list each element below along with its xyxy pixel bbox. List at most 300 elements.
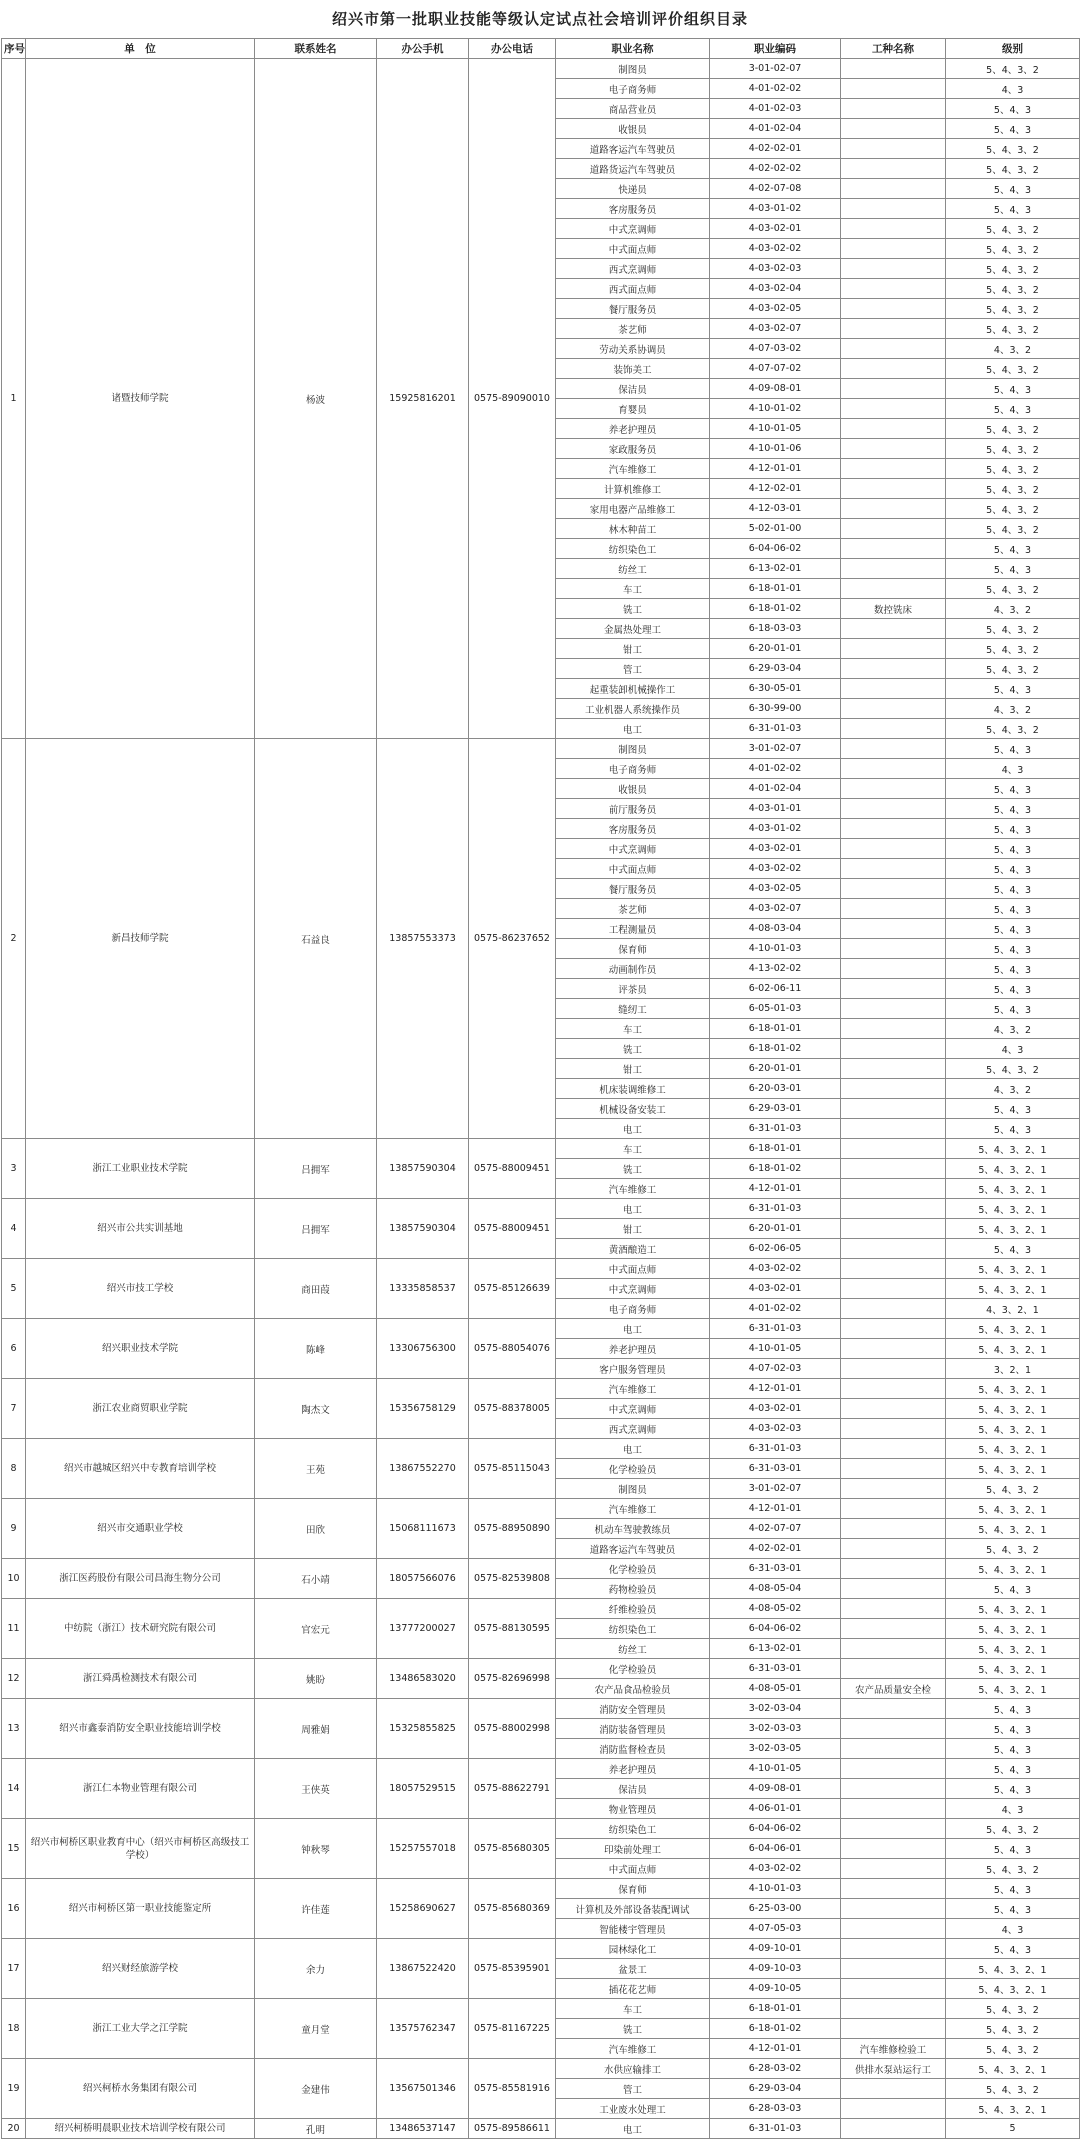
unit-name: 绍兴柯桥明晨职业技术培训学校有限公司 <box>26 2119 255 2139</box>
occupation-code: 6-30-99-00 <box>710 699 841 719</box>
occupation-name: 中式烹调师 <box>556 1279 710 1299</box>
work-type <box>841 1099 946 1119</box>
unit-name: 绍兴市鑫泰消防安全职业技能培训学校 <box>26 1699 255 1759</box>
level: 5、4、3、2、1 <box>946 1639 1080 1659</box>
level: 5、4、3、2 <box>946 359 1080 379</box>
level: 5、4、3、2 <box>946 219 1080 239</box>
level: 5、4、3 <box>946 1739 1080 1759</box>
work-type <box>841 779 946 799</box>
work-type: 供排水泵站运行工 <box>841 2059 946 2079</box>
unit-name: 绍兴柯桥水务集团有限公司 <box>26 2059 255 2119</box>
occupation-name: 智能楼宇管理员 <box>556 1919 710 1939</box>
occupation-code: 4-03-02-07 <box>710 319 841 339</box>
occupation-code: 4-07-02-03 <box>710 1359 841 1379</box>
occupation-code: 4-03-02-01 <box>710 1279 841 1299</box>
unit-number: 5 <box>2 1259 26 1319</box>
work-type <box>841 99 946 119</box>
unit-name: 浙江工业职业技术学院 <box>26 1139 255 1199</box>
unit-number: 18 <box>2 1999 26 2059</box>
occupation-code: 4-03-01-02 <box>710 199 841 219</box>
level: 5、4、3、2 <box>946 2079 1080 2099</box>
work-type <box>841 1839 946 1859</box>
contact-name: 杨波 <box>255 59 377 739</box>
level: 5、4、3 <box>946 859 1080 879</box>
level: 5、4、3 <box>946 1719 1080 1739</box>
mobile-phone: 13486537147 <box>377 2119 469 2139</box>
unit-number: 4 <box>2 1199 26 1259</box>
occupation-name: 汽车维修工 <box>556 1379 710 1399</box>
level: 5、4、3、2、1 <box>946 1259 1080 1279</box>
occupation-code: 4-10-01-06 <box>710 439 841 459</box>
level: 5、4、3、2 <box>946 519 1080 539</box>
unit-number: 16 <box>2 1879 26 1939</box>
work-type <box>841 1039 946 1059</box>
header-occupation: 职业名称 <box>556 39 710 59</box>
work-type <box>841 479 946 499</box>
occupation-code: 4-10-01-05 <box>710 419 841 439</box>
occupation-code: 6-04-06-01 <box>710 1839 841 1859</box>
office-phone: 0575-86237652 <box>469 739 556 1139</box>
work-type <box>841 439 946 459</box>
work-type <box>841 1379 946 1399</box>
work-type <box>841 259 946 279</box>
occupation-name: 林木种苗工 <box>556 519 710 539</box>
occupation-code: 4-01-02-02 <box>710 1299 841 1319</box>
work-type <box>841 859 946 879</box>
occupation-name: 养老护理员 <box>556 1339 710 1359</box>
unit-number: 17 <box>2 1939 26 1999</box>
level: 5、4、3 <box>946 1779 1080 1799</box>
contact-name: 孔明 <box>255 2119 377 2139</box>
work-type <box>841 199 946 219</box>
level: 5、4、3、2、1 <box>946 2099 1080 2119</box>
work-type <box>841 1439 946 1459</box>
work-type <box>841 299 946 319</box>
work-type <box>841 79 946 99</box>
table-row <box>2 1319 1080 1339</box>
occupation-code: 6-20-01-01 <box>710 1219 841 1239</box>
table-row <box>2 1819 1080 1839</box>
contact-name: 王苑 <box>255 1439 377 1499</box>
work-type <box>841 1399 946 1419</box>
occupation-name: 物业管理员 <box>556 1799 710 1819</box>
level: 5、4、3、2、1 <box>946 1419 1080 1439</box>
level: 5、4、3、2 <box>946 639 1080 659</box>
work-type <box>841 279 946 299</box>
work-type <box>841 1719 946 1739</box>
level: 5、4、3、2、1 <box>946 1679 1080 1699</box>
contact-name: 童月堂 <box>255 1999 377 2059</box>
occupation-name: 机床装调维修工 <box>556 1079 710 1099</box>
office-phone: 0575-88130595 <box>469 1599 556 1659</box>
occupation-name: 工程测量员 <box>556 919 710 939</box>
work-type <box>841 839 946 859</box>
work-type <box>841 1219 946 1239</box>
work-type <box>841 319 946 339</box>
mobile-phone: 13567501346 <box>377 2059 469 2119</box>
level: 4、3、2 <box>946 599 1080 619</box>
occupation-name: 工业机器人系统操作员 <box>556 699 710 719</box>
work-type <box>841 1019 946 1039</box>
occupation-code: 6-13-02-01 <box>710 559 841 579</box>
occupation-code: 6-18-03-03 <box>710 619 841 639</box>
occupation-code: 4-12-03-01 <box>710 499 841 519</box>
level: 5、4、3 <box>946 119 1080 139</box>
level: 5、4、3、2 <box>946 619 1080 639</box>
work-type <box>841 1279 946 1299</box>
work-type <box>841 899 946 919</box>
level: 5、4、3、2、1 <box>946 1619 1080 1639</box>
table-row <box>2 739 1080 759</box>
work-type <box>841 139 946 159</box>
occupation-name: 商品营业员 <box>556 99 710 119</box>
occupation-name: 养老护理员 <box>556 419 710 439</box>
contact-name: 官宏元 <box>255 1599 377 1659</box>
occupation-name: 西式烹调师 <box>556 259 710 279</box>
level: 5、4、3、2 <box>946 239 1080 259</box>
level: 5、4、3、2、1 <box>946 1319 1080 1339</box>
occupation-name: 车工 <box>556 1019 710 1039</box>
unit-number: 11 <box>2 1599 26 1659</box>
header-no: 序号 <box>2 39 26 59</box>
occupation-name: 道路客运汽车驾驶员 <box>556 1539 710 1559</box>
unit-number: 3 <box>2 1139 26 1199</box>
level: 5、4、3、2、1 <box>946 1399 1080 1419</box>
occupation-code: 4-03-02-03 <box>710 259 841 279</box>
header-worktype: 工种名称 <box>841 39 946 59</box>
table-row <box>2 1139 1080 1159</box>
occupation-name: 家用电器产品维修工 <box>556 499 710 519</box>
occupation-name: 车工 <box>556 1139 710 1159</box>
work-type <box>841 579 946 599</box>
unit-number: 8 <box>2 1439 26 1499</box>
occupation-code: 3-02-03-05 <box>710 1739 841 1759</box>
work-type <box>841 919 946 939</box>
unit-number: 20 <box>2 2119 26 2139</box>
mobile-phone: 15068111673 <box>377 1499 469 1559</box>
work-type <box>841 759 946 779</box>
level: 5、4、3、2、1 <box>946 1139 1080 1159</box>
occupation-name: 保育师 <box>556 1879 710 1899</box>
table-row <box>2 59 1080 79</box>
occupation-name: 园林绿化工 <box>556 1939 710 1959</box>
occupation-code: 3-01-02-07 <box>710 739 841 759</box>
work-type <box>841 1499 946 1519</box>
level: 4、3 <box>946 1799 1080 1819</box>
mobile-phone: 13867522420 <box>377 1939 469 1999</box>
office-phone: 0575-88622791 <box>469 1759 556 1819</box>
occupation-code: 6-18-01-01 <box>710 579 841 599</box>
contact-name: 陶杰文 <box>255 1379 377 1439</box>
occupation-code: 4-02-02-01 <box>710 139 841 159</box>
occupation-name: 制图员 <box>556 739 710 759</box>
level: 5、4、3、2、1 <box>946 1559 1080 1579</box>
level: 5、4、3、2、1 <box>946 1159 1080 1179</box>
work-type <box>841 1599 946 1619</box>
level: 5、4、3 <box>946 1699 1080 1719</box>
occupation-name: 计算机维修工 <box>556 479 710 499</box>
occupation-code: 6-30-05-01 <box>710 679 841 699</box>
contact-name: 石小靖 <box>255 1559 377 1599</box>
mobile-phone: 18057529515 <box>377 1759 469 1819</box>
occupation-code: 3-01-02-07 <box>710 59 841 79</box>
contact-name: 金建伟 <box>255 2059 377 2119</box>
level: 5、4、3 <box>946 1879 1080 1899</box>
level: 5、4、3、2 <box>946 459 1080 479</box>
occupation-name: 纺织染色工 <box>556 1819 710 1839</box>
header-level: 级别 <box>946 39 1080 59</box>
work-type <box>841 459 946 479</box>
mobile-phone: 15257557018 <box>377 1819 469 1879</box>
level: 5、4、3 <box>946 739 1080 759</box>
occupation-code: 6-18-01-02 <box>710 599 841 619</box>
unit-name: 绍兴市技工学校 <box>26 1259 255 1319</box>
occupation-code: 4-03-02-07 <box>710 899 841 919</box>
occupation-name: 机动车驾驶教练员 <box>556 1519 710 1539</box>
level: 5、4、3、2、1 <box>946 1339 1080 1359</box>
occupation-name: 制图员 <box>556 1479 710 1499</box>
occupation-code: 4-02-07-08 <box>710 179 841 199</box>
level: 5、4、3、2 <box>946 299 1080 319</box>
work-type <box>841 619 946 639</box>
occupation-code: 4-01-02-03 <box>710 99 841 119</box>
level: 5、4、3 <box>946 539 1080 559</box>
level: 5 <box>946 2119 1080 2139</box>
level: 5、4、3、2 <box>946 579 1080 599</box>
level: 5、4、3、2 <box>946 139 1080 159</box>
unit-number: 14 <box>2 1759 26 1819</box>
office-phone: 0575-85680369 <box>469 1879 556 1939</box>
occupation-code: 6-18-01-01 <box>710 1999 841 2019</box>
contact-name: 周雅娟 <box>255 1699 377 1759</box>
occupation-name: 电工 <box>556 1119 710 1139</box>
mobile-phone: 18057566076 <box>377 1559 469 1599</box>
occupation-code: 6-02-06-11 <box>710 979 841 999</box>
level: 5、4、3 <box>946 379 1080 399</box>
level: 5、4、3 <box>946 979 1080 999</box>
work-type <box>841 399 946 419</box>
level: 5、4、3、2、1 <box>946 1659 1080 1679</box>
unit-number: 7 <box>2 1379 26 1439</box>
level: 5、4、3、2 <box>946 1059 1080 1079</box>
office-phone: 0575-82539808 <box>469 1559 556 1599</box>
work-type <box>841 819 946 839</box>
level: 5、4、3、2 <box>946 259 1080 279</box>
occupation-code: 6-05-01-03 <box>710 999 841 1019</box>
occupation-name: 道路货运汽车驾驶员 <box>556 159 710 179</box>
level: 5、4、3、2 <box>946 2039 1080 2059</box>
mobile-phone: 15325855825 <box>377 1699 469 1759</box>
work-type <box>841 2119 946 2139</box>
work-type: 汽车维修检验工 <box>841 2039 946 2059</box>
work-type <box>841 679 946 699</box>
occupation-code: 6-31-01-03 <box>710 1319 841 1339</box>
level: 5、4、3、2 <box>946 659 1080 679</box>
work-type <box>841 1159 946 1179</box>
level: 5、4、3 <box>946 899 1080 919</box>
level: 5、4、3、2、1 <box>946 1279 1080 1299</box>
level: 4、3、2 <box>946 1079 1080 1099</box>
occupation-code: 4-03-02-01 <box>710 839 841 859</box>
level: 5、4、3 <box>946 879 1080 899</box>
occupation-name: 金属热处理工 <box>556 619 710 639</box>
occupation-code: 4-12-01-01 <box>710 459 841 479</box>
header-contact: 联系姓名 <box>255 39 377 59</box>
mobile-phone: 13857590304 <box>377 1139 469 1199</box>
work-type <box>841 1199 946 1219</box>
occupation-code: 4-03-01-01 <box>710 799 841 819</box>
occupation-name: 客房服务员 <box>556 199 710 219</box>
level: 5、4、3、2 <box>946 59 1080 79</box>
unit-name: 绍兴市柯桥区职业教育中心（绍兴市柯桥区高级技工学校） <box>26 1819 255 1879</box>
contact-name: 石益良 <box>255 739 377 1139</box>
work-type <box>841 559 946 579</box>
table-row <box>2 1559 1080 1579</box>
occupation-name: 电子商务师 <box>556 1299 710 1319</box>
work-type <box>841 359 946 379</box>
table-row <box>2 1939 1080 1959</box>
occupation-code: 4-12-01-01 <box>710 2039 841 2059</box>
work-type <box>841 379 946 399</box>
level: 5、4、3 <box>946 399 1080 419</box>
occupation-code: 3-02-03-03 <box>710 1719 841 1739</box>
table-body <box>2 59 1080 2139</box>
unit-number: 12 <box>2 1659 26 1699</box>
contact-name: 姚盼 <box>255 1659 377 1699</box>
level: 5、4、3 <box>946 1899 1080 1919</box>
level: 5、4、3 <box>946 1579 1080 1599</box>
occupation-name: 缝纫工 <box>556 999 710 1019</box>
level: 5、4、3 <box>946 559 1080 579</box>
occupation-name: 装饰美工 <box>556 359 710 379</box>
level: 5、4、3 <box>946 199 1080 219</box>
occupation-code: 6-31-01-03 <box>710 1119 841 1139</box>
occupation-code: 4-12-01-01 <box>710 1179 841 1199</box>
occupation-name: 钳工 <box>556 1219 710 1239</box>
mobile-phone: 15925816201 <box>377 59 469 739</box>
header-unit: 单 位 <box>26 39 255 59</box>
level: 5、4、3 <box>946 1119 1080 1139</box>
occupation-name: 车工 <box>556 579 710 599</box>
work-type <box>841 1979 946 1999</box>
contact-name: 田欣 <box>255 1499 377 1559</box>
occupation-code: 4-07-05-03 <box>710 1919 841 1939</box>
work-type <box>841 1899 946 1919</box>
occupation-name: 消防监督检查员 <box>556 1739 710 1759</box>
header-code: 职业编码 <box>710 39 841 59</box>
level: 5、4、3 <box>946 99 1080 119</box>
work-type <box>841 219 946 239</box>
work-type <box>841 1919 946 1939</box>
occupation-name: 纺织染色工 <box>556 1619 710 1639</box>
occupation-code: 4-02-07-07 <box>710 1519 841 1539</box>
contact-name: 商田葭 <box>255 1259 377 1319</box>
occupation-code: 4-06-01-01 <box>710 1799 841 1819</box>
contact-name: 钟秋琴 <box>255 1819 377 1879</box>
level: 5、4、3、2 <box>946 1819 1080 1839</box>
office-phone: 0575-81167225 <box>469 1999 556 2059</box>
occupation-name: 插花花艺师 <box>556 1979 710 1999</box>
occupation-code: 4-01-02-02 <box>710 79 841 99</box>
occupation-code: 4-09-10-05 <box>710 1979 841 1999</box>
mobile-phone: 15356758129 <box>377 1379 469 1439</box>
level: 5、4、3、2 <box>946 2019 1080 2039</box>
table-row <box>2 1699 1080 1719</box>
occupation-code: 6-31-03-01 <box>710 1559 841 1579</box>
level: 5、4、3、2 <box>946 1479 1080 1499</box>
office-phone: 0575-85680305 <box>469 1819 556 1879</box>
work-type <box>841 1699 946 1719</box>
mobile-phone: 15258690627 <box>377 1879 469 1939</box>
level: 5、4、3、2 <box>946 319 1080 339</box>
occupation-name: 电工 <box>556 1439 710 1459</box>
occupation-code: 6-20-01-01 <box>710 1059 841 1079</box>
work-type <box>841 1819 946 1839</box>
level: 5、4、3、2 <box>946 439 1080 459</box>
work-type <box>841 519 946 539</box>
level: 5、4、3、2 <box>946 499 1080 519</box>
occupation-code: 4-08-05-01 <box>710 1679 841 1699</box>
occupation-code: 6-29-03-04 <box>710 2079 841 2099</box>
level: 4、3、2、1 <box>946 1299 1080 1319</box>
level: 5、4、3、2 <box>946 479 1080 499</box>
work-type <box>841 1059 946 1079</box>
occupation-code: 6-18-01-02 <box>710 2019 841 2039</box>
occupation-name: 钳工 <box>556 1059 710 1079</box>
work-type <box>841 339 946 359</box>
header-row <box>2 39 1080 59</box>
level: 5、4、3、2、1 <box>946 1459 1080 1479</box>
occupation-code: 6-18-01-01 <box>710 1019 841 1039</box>
work-type: 数控铣床 <box>841 599 946 619</box>
occupation-code: 6-31-03-01 <box>710 1459 841 1479</box>
occupation-name: 客房服务员 <box>556 819 710 839</box>
occupation-name: 计算机及外部设备装配调试 <box>556 1899 710 1919</box>
work-type <box>841 1959 946 1979</box>
occupation-code: 4-03-01-02 <box>710 819 841 839</box>
unit-name: 新昌技师学院 <box>26 739 255 1139</box>
occupation-name: 保育师 <box>556 939 710 959</box>
occupation-code: 4-08-05-02 <box>710 1599 841 1619</box>
occupation-code: 6-31-01-03 <box>710 1439 841 1459</box>
occupation-code: 4-09-10-01 <box>710 1939 841 1959</box>
occupation-code: 4-13-02-02 <box>710 959 841 979</box>
occupation-name: 盆景工 <box>556 1959 710 1979</box>
level: 5、4、3、2、1 <box>946 1439 1080 1459</box>
occupation-code: 4-12-01-01 <box>710 1379 841 1399</box>
occupation-code: 4-10-01-05 <box>710 1339 841 1359</box>
occupation-name: 西式烹调师 <box>556 1419 710 1439</box>
office-phone: 0575-88378005 <box>469 1379 556 1439</box>
work-type <box>841 1539 946 1559</box>
table-row <box>2 1759 1080 1779</box>
level: 5、4、3 <box>946 839 1080 859</box>
occupation-code: 4-12-01-01 <box>710 1499 841 1519</box>
table-row <box>2 2059 1080 2079</box>
occupation-name: 中式烹调师 <box>556 219 710 239</box>
level: 4、3 <box>946 1919 1080 1939</box>
level: 5、4、3、2、1 <box>946 1959 1080 1979</box>
work-type <box>841 639 946 659</box>
occupation-code: 6-02-06-05 <box>710 1239 841 1259</box>
occupation-name: 育婴员 <box>556 399 710 419</box>
occupation-name: 快递员 <box>556 179 710 199</box>
office-phone: 0575-85395901 <box>469 1939 556 1999</box>
level: 5、4、3、2、1 <box>946 1379 1080 1399</box>
occupation-code: 6-13-02-01 <box>710 1639 841 1659</box>
level: 5、4、3、2 <box>946 1859 1080 1879</box>
occupation-name: 中式面点师 <box>556 1259 710 1279</box>
